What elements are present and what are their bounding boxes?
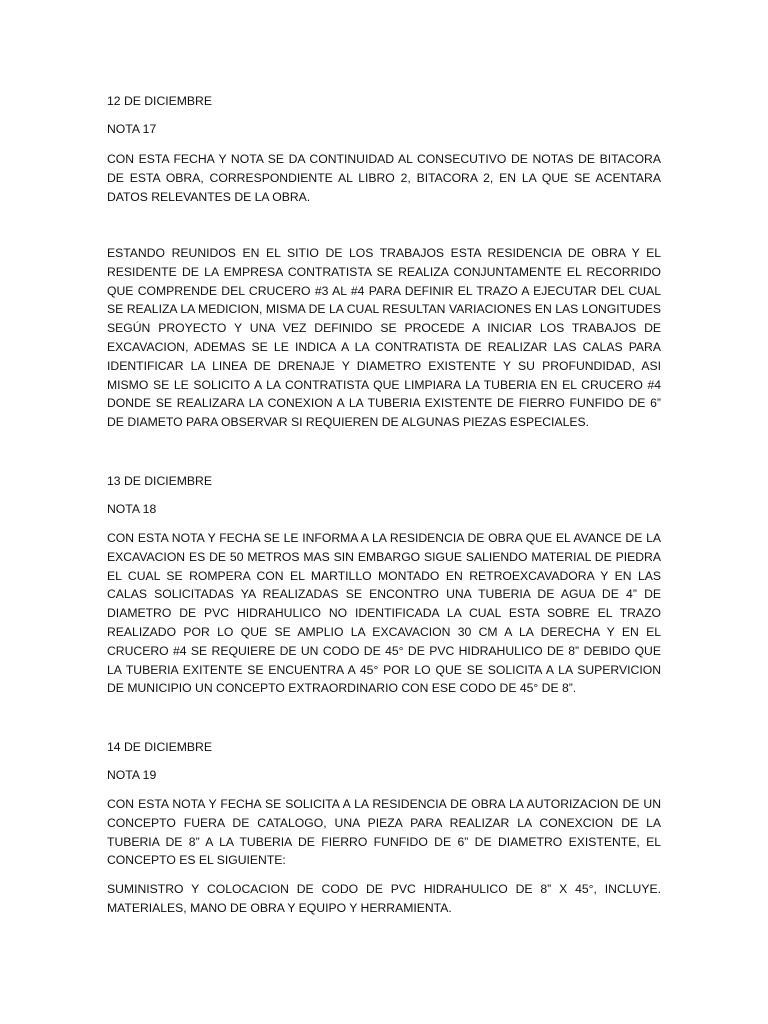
entry-2-paragraph-1: CON ESTA NOTA Y FECHA SE LE INFORMA A LA RESIDENCIA DE OBRA QUE EL AVANCE DE LA EXCAVACION ES DE 50 METROS MAS SIN EMBARGO SIGUE SALIENDO MATERIAL DE PIEDRA EL CUAL SE ROMPERA CON EL MARTILLO MONTADO EN RETROEXCAVADORA Y EN LAS CALAS SOLICITADAS YA REALIZADAS SE ENCONTRO UNA TUBERIA DE AGUA DE 4” DE DIAMETRO DE PVC HIDRAHULICO NO IDENTIFICADA LA CUAL ESTA SOBRE EL TRAZO REALIZADO POR LO QUE SE AMPLIO LA EXCAVACION 30 CM A LA DERECHA Y EN EL CRUCERO #4 SE REQUIERE DE UN CODO DE 45° DE PVC HIDRAHULICO DE 8” DEBIDO QUE LA TUBERIA EXITENTE SE ENCUENTRA A 45° POR LO QUE SE SOLICITA A LA SUPERVICION DE MUNICIPIO UN CONCEPTO EXTRAORDINARIO CON ESE CODO DE 45° DE 8”. — [107, 531, 661, 696]
entry-2-date: 13 DE DICIEMBRE — [107, 474, 212, 488]
entry-1-note: NOTA 17 — [107, 122, 157, 136]
entry-2-note: NOTA 18 — [107, 502, 157, 516]
entry-1-paragraph-1: CON ESTA FECHA Y NOTA SE DA CONTINUIDAD AL CONSECUTIVO DE NOTAS DE BITACORA DE ESTA OBRA, CORRESPONDIENTE AL LIBRO 2, BITACORA 2, EN LA QUE SE ACENTARA DATOS RELEVANTES DE LA OBRA. — [107, 152, 661, 204]
entry-3-paragraph-2: SUMINISTRO Y COLOCACION DE CODO DE PVC HIDRAHULICO DE 8” X 45°, INCLUYE. MATERIALES, MANO DE OBRA Y EQUIPO Y HERRAMIENTA. — [107, 882, 661, 915]
entry-3-note: NOTA 19 — [107, 768, 157, 782]
entry-1-paragraph-2: ESTANDO REUNIDOS EN EL SITIO DE LOS TRABAJOS ESTA RESIDENCIA DE OBRA Y EL RESIDENTE DE LA EMPRESA CONTRATISTA SE REALIZA CONJUNTAMENTE EL RECORRIDO QUE COMPRENDE DEL CRUCERO #3 AL #4 PARA DEFINIR EL TRAZO A EJECUTAR DEL CUAL SE REALIZA LA MEDICION, MISMA DE LA CUAL RESULTAN VARIACIONES EN LAS LONGITUDES SEGÚN PROYECTO Y UNA VEZ DEFINIDO SE PROCEDE A INICIAR LOS TRABAJOS DE EXCAVACION, ADEMAS SE LE INDICA A LA CONTRATISTA DE REALIZAR LAS CALAS PARA IDENTIFICAR LA LINEA DE DRENAJE Y DIAMETRO EXISTENTE Y SU PROFUNDIDAD, ASI MISMO SE LE SOLICITO A LA CONTRATISTA QUE LIMPIARA LA TUBERIA EN EL CRUCERO #4 DONDE SE REALIZARA LA CONEXION A LA TUBERIA EXISTENTE DE FIERRO FUNFIDO DE 6” DE DIAMETO PARA OBSERVAR SI REQUIEREN DE ALGUNAS PIEZAS ESPECIALES. — [107, 246, 661, 430]
entry-3-date: 14 DE DICIEMBRE — [107, 740, 212, 754]
entry-1-date: 12 DE DICIEMBRE — [107, 94, 212, 108]
entry-3-paragraph-1: CON ESTA NOTA Y FECHA SE SOLICITA A LA RESIDENCIA DE OBRA LA AUTORIZACION DE UN CONCEPTO FUERA DE CATALOGO, UNA PIEZA PARA REALIZAR LA CONEXCION DE LA TUBERIA DE 8” A LA TUBERIA DE FIERRO FUNFIDO DE 6” DE DIAMETRO EXISTENTE, EL CONCEPTO ES EL SIGUIENTE: — [107, 797, 661, 868]
